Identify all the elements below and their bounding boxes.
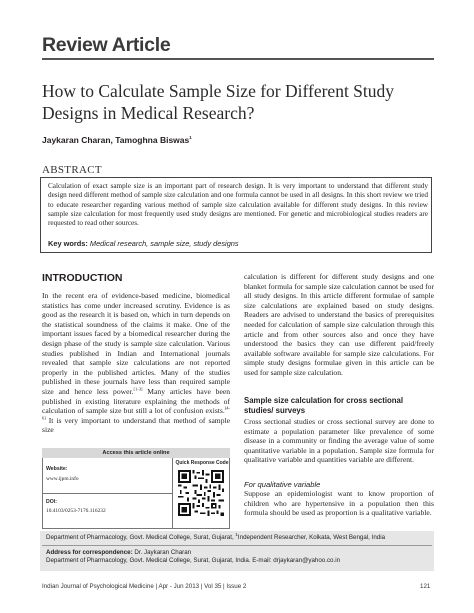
affiliation-2: Independent Researcher, Kolkata, West Bengal, India <box>237 534 386 541</box>
access-box-divider <box>172 458 173 529</box>
abstract-text: Calculation of exact sample size is an important part of research design. It is very important to understand that different study design need different method of sample size calculation and one formula cannot be used in all designs. In this short review we tried to educate researcher regarding various method of sample size calculation available for different study designs. In this review sample size calculation for most frequently used study designs are mentioned. For genetic and microbiological studies readers are requested to read other sources. <box>48 182 428 228</box>
authors-names: Jaykaran Charan, Tamoghna Biswas <box>42 135 190 145</box>
introduction-continued: calculation is different for different study designs and one blanket formula for sample size calculation cannot be used for all study designs. In this article different formulae of sample size calculations are explained based on study designs. Readers are advised to understand the basics of prerequisites needed for calculation of sample size calculation through this article and from other sources also and once they have understood the basics they can use different paid/freely available software available for sample size calculations. For simple study designs formulae given in this article can be used for sample size calculation. <box>244 272 434 377</box>
intro-text-1: In the recent era of evidence-based medicine, biomedical statistics has come under increased scrutiny. Evidence is as good as the research it is based on, which in turn depends on the statistical soundness of the claims it make. One of the important issues faced by a biomedical researcher during the design phase of the study is sample size calculation. Various studies published in Indian and International journals revealed that sample size calculations are not reported properly in the published articles. Many of the studies published in these journals have less than required sample size and hence less power. <box>42 291 230 396</box>
citation: [1-3] <box>133 386 143 392</box>
authors <box>42 135 192 145</box>
affiliations <box>46 531 432 541</box>
affiliation-1: Department of Pharmacology, Govt. Medical College, Surat, Gujarat, <box>46 534 236 541</box>
citation: [4-6] <box>42 405 230 421</box>
affiliation-divider <box>42 545 432 546</box>
introduction-paragraph <box>42 291 230 435</box>
doi-label: DOI: <box>46 499 57 505</box>
cross-sectional-text: Cross sectional studies or cross sectional survey are done to estimate a population parameter like prevalence of some disease in a community or finding the average value of some quantitative variable in a population. Sample size formula for qualitative variable and quantities variable are different. <box>244 417 434 465</box>
abstract-label: ABSTRACT <box>42 164 102 176</box>
correspondence-label: Address for correspondence: <box>46 549 133 556</box>
keywords-list: Medical research, sample size, study designs <box>89 239 239 248</box>
intro-text-2: Many articles have been published in existing literature explaining the methods of calculation of sample size but still a lot of confusion exists. <box>42 386 231 416</box>
correspondence <box>46 549 432 565</box>
qr-code-icon[interactable] <box>178 470 224 516</box>
journal-citation: Indian Journal of Psychological Medicine | Apr - Jun 2013 | Vol 35 | Issue 2 <box>42 583 247 590</box>
correspondence-name: Dr. Jaykaran Charan <box>132 549 192 556</box>
correspondence-address: Department of Pharmacology, Govt. Medical College, Surat, Gujarat, India. E-mail: drjaykaran@yahoo.co.in <box>46 557 341 564</box>
access-box-divider <box>42 493 172 494</box>
keywords-label: Key words: <box>48 239 88 248</box>
introduction-heading: INTRODUCTION <box>42 272 123 284</box>
authors-affiliation-mark: 1 <box>189 135 192 141</box>
cross-sectional-heading: Sample size calculation for cross sectional studies/ surveys <box>244 396 404 415</box>
qr-code-label: Quick Response Code <box>175 460 229 466</box>
qualitative-variable-heading: For qualitative variable <box>244 480 321 489</box>
doi-value[interactable]: 10.4103/0253-7176.116232 <box>46 508 106 514</box>
website-label: Website: <box>46 466 68 472</box>
article-title: How to Calculate Sample Size for Different Study Designs in Medical Research? <box>42 81 395 123</box>
keywords <box>48 239 428 248</box>
website-link[interactable]: www.ijpm.info <box>46 476 79 482</box>
access-box-title: Access this article online <box>42 448 230 458</box>
header-rule <box>42 58 434 60</box>
intro-text-3: It is very important to understand that method of sample size <box>42 415 230 435</box>
affiliation-mark: 1 <box>235 531 238 537</box>
page-number: 121 <box>420 583 431 590</box>
section-heading: Review Article <box>42 34 171 56</box>
qualitative-variable-text: Suppose an epidemiologist want to know proportion of children who are hypertensive in a population then this formula should be used as proportion is a qualitative variable. <box>244 489 434 518</box>
